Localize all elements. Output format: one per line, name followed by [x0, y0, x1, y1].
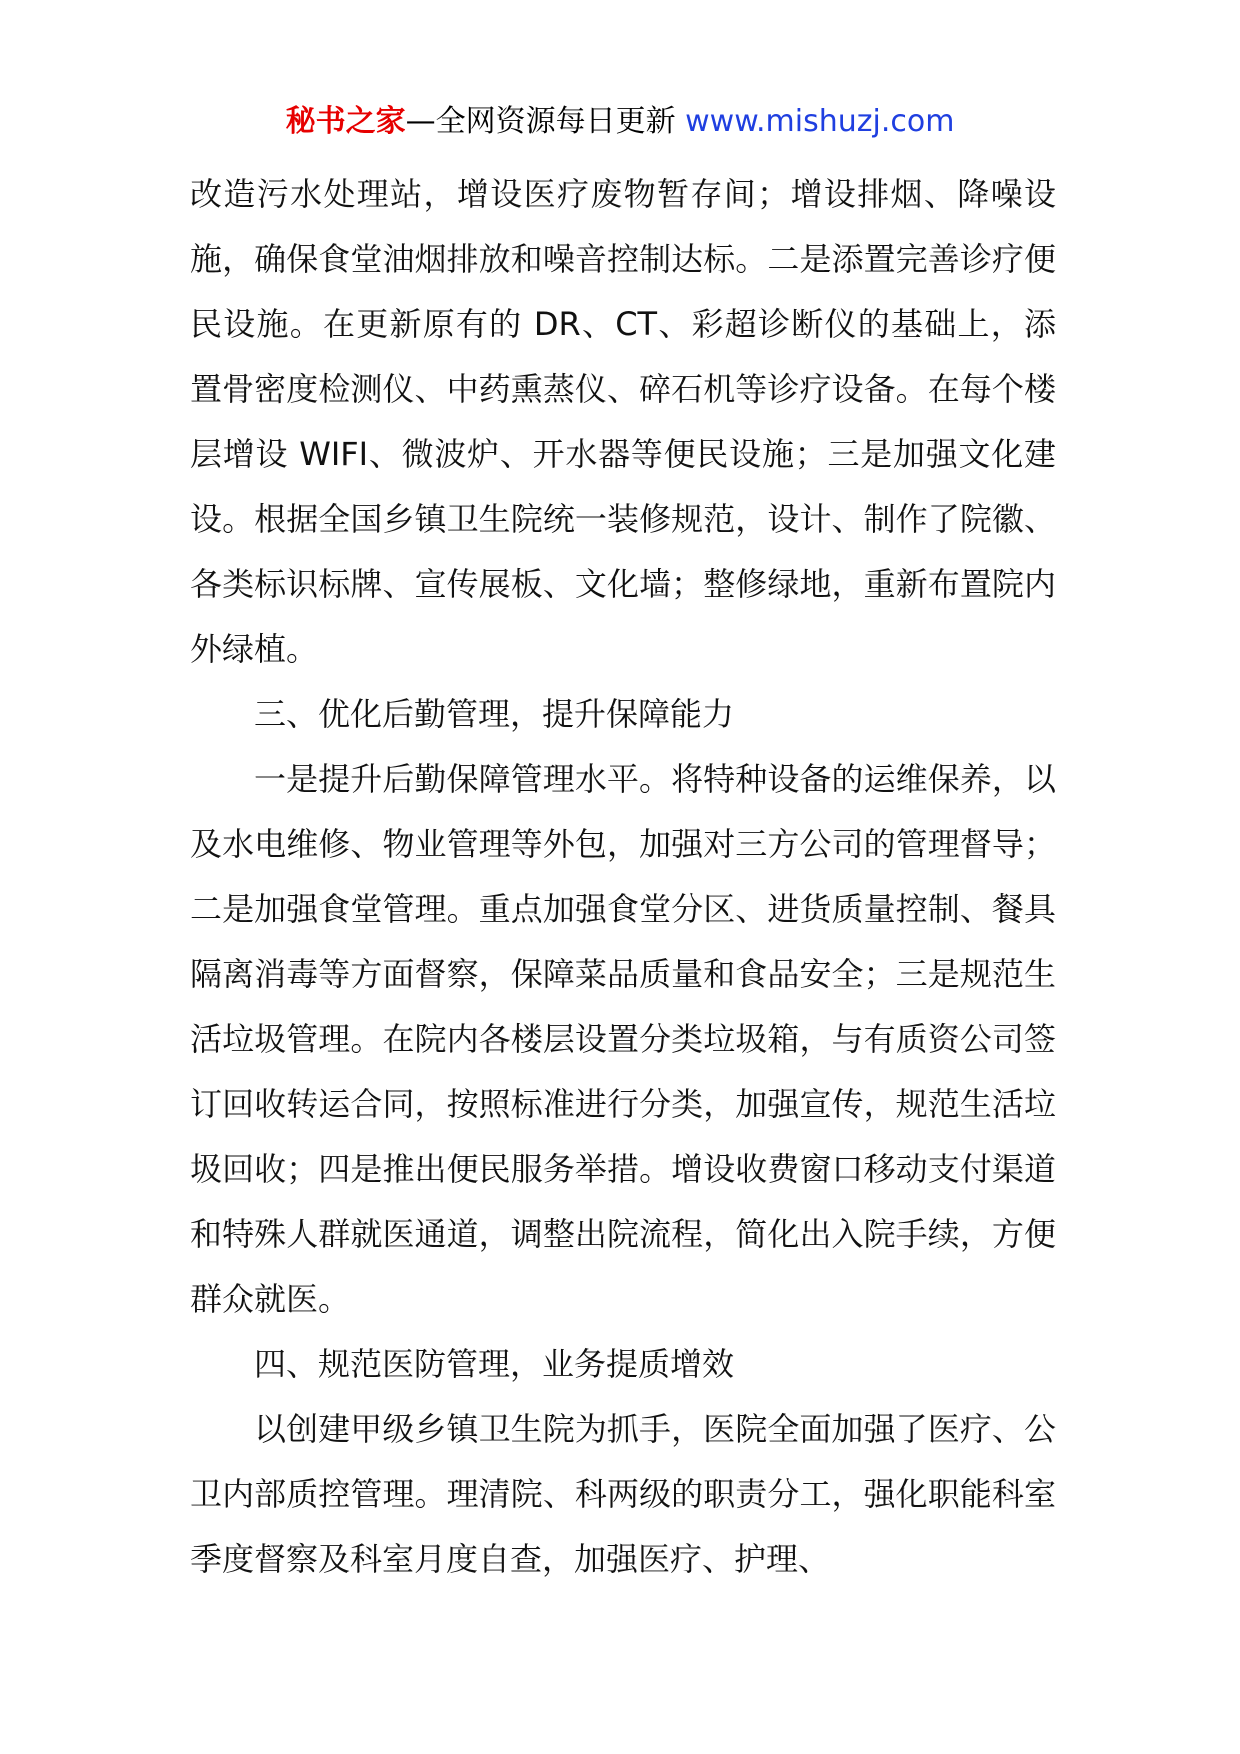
section-heading-4: 四、规范医防管理，业务提质增效 — [254, 1345, 735, 1383]
paragraph-medical: 以创建甲级乡镇卫生院为抓手，医院全面加强了医疗、公卫内部质控管理。理清院、科两级的职责分工，强化职能科室季度督察及科室月度自查，加强医疗、护理、 — [190, 1410, 1056, 1578]
document-body — [190, 162, 1056, 1592]
site-slogan: —全网资源每日更新 — [405, 104, 686, 139]
paragraph-continued: 改造污水处理站，增设医疗废物暂存间；增设排烟、降噪设施，确保食堂油烟排放和噪音控制达标。二是添置完善诊疗便民设施。在更新原有的 DR、CT、彩超诊断仪的基础上，添置骨密度检测仪、中药熏蒸仪、碎石机等诊疗设备。在每个楼层增设 WIFI、微波炉、开水器等便民设施；三是加强文化建设。根据全国乡镇卫生院统一装修规范，设计、制作了院徽、各类标识标牌、宣传展板、文化墙；整修绿地，重新布置院内外绿植。 — [190, 175, 1056, 668]
site-brand: 秘书之家 — [285, 104, 406, 139]
site-url[interactable]: www.mishuzj.com — [685, 104, 955, 139]
paragraph-logistics: 一是提升后勤保障管理水平。将特种设备的运维保养，以及水电维修、物业管理等外包，加强对三方公司的管理督导；二是加强食堂管理。重点加强食堂分区、进货质量控制、餐具隔离消毒等方面督察，保障菜品质量和食品安全；三是规范生活垃圾管理。在院内各楼层设置分类垃圾箱，与有质资公司签订回收转运合同，按照标准进行分类，加强宣传，规范生活垃圾回收；四是推出便民服务举措。增设收费窗口移动支付渠道和特殊人群就医通道，调整出院流程，简化出入院手续，方便群众就医。 — [190, 760, 1056, 1318]
site-header — [0, 100, 1240, 144]
section-heading-3: 三、优化后勤管理，提升保障能力 — [254, 695, 735, 733]
